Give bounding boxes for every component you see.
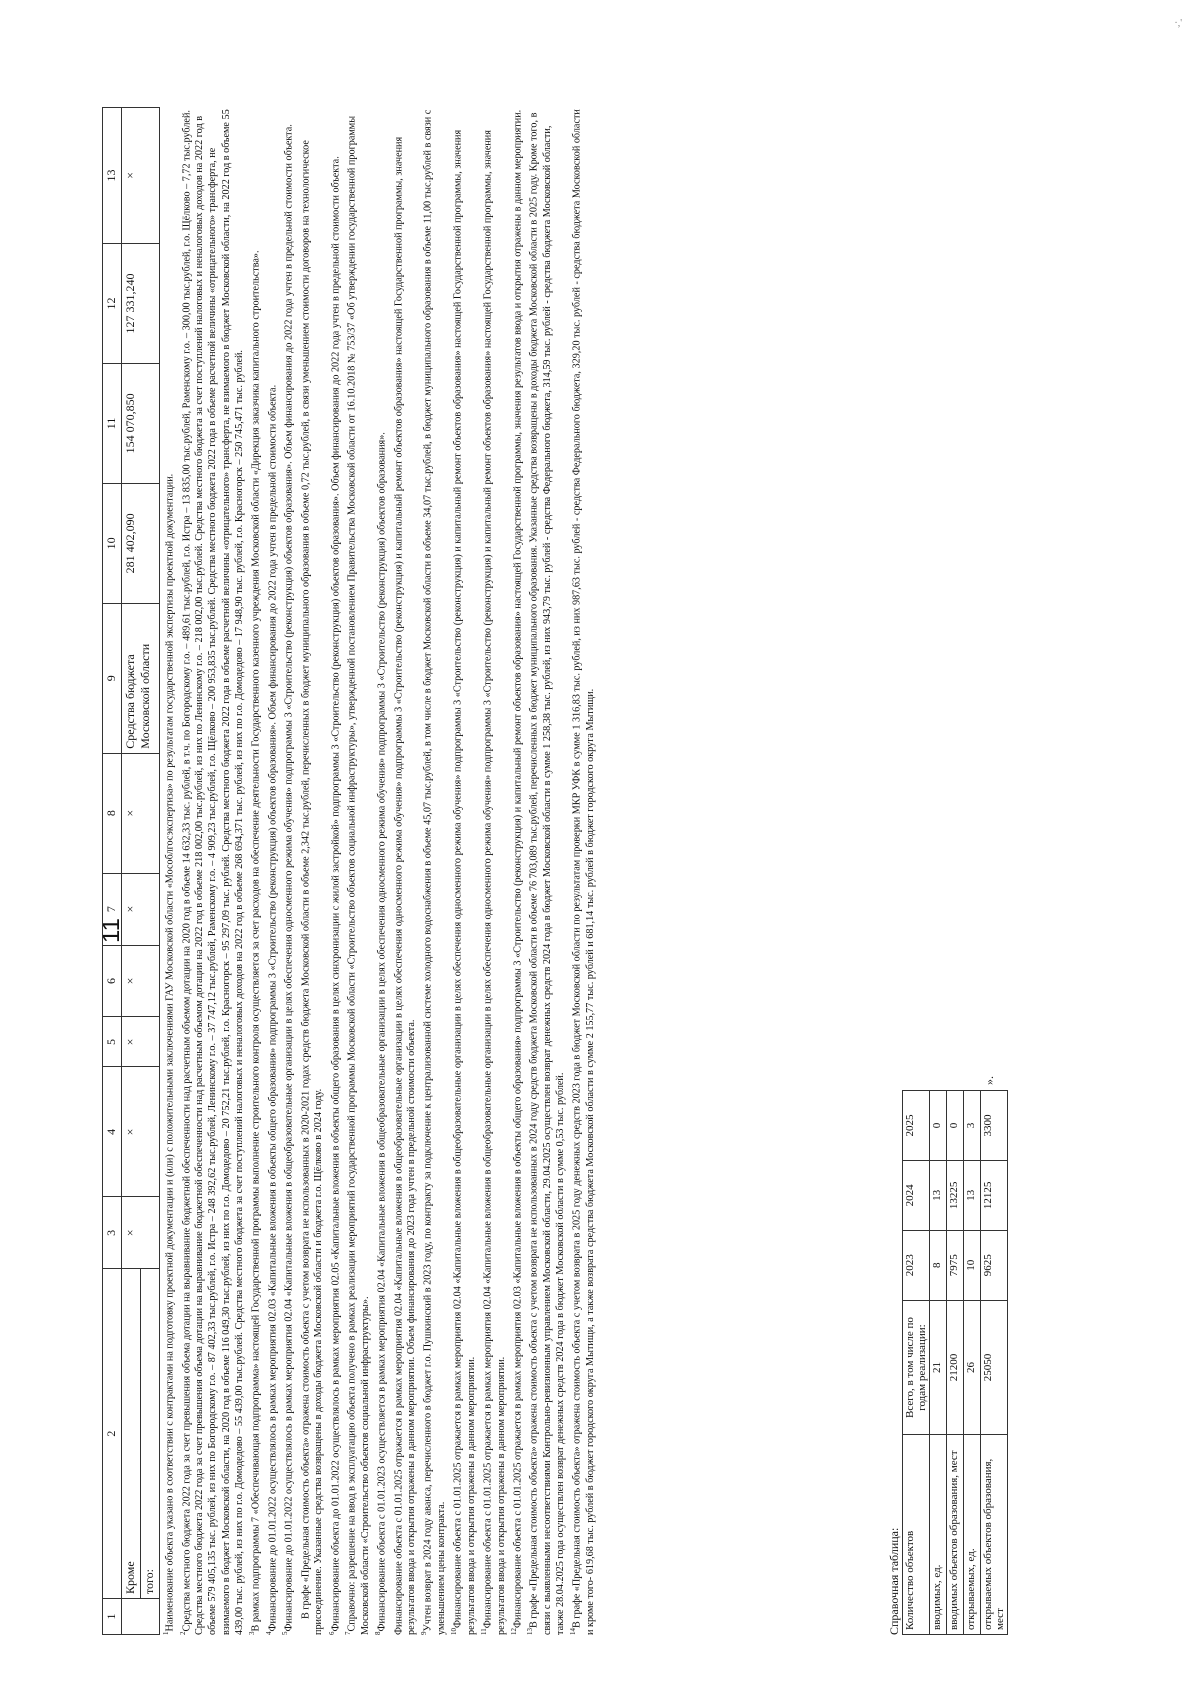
table-cell: × [122,108,160,244]
footnote: $^9$Учтен возврат в 2024 году аванса, перечисленного в бюджет г.о. Пушкинский в 2023 году, по контракту за подключение к централизованной системе холодного водоснабжения в объеме 45,07 тыс.рублей, в том числе в бюджет Московской области в объеме 34,07 тыс.рублей, в бюджет муниципального образования в объеме 11,00 тыс.рублей в связи с уменьшением цены контракта. [420,109,447,1635]
table-cell: 8 [930,1230,947,1300]
header-cell: 13 [103,108,122,244]
header-cell: 2 [103,1269,122,1599]
footnote: $^8$Финансирование объекта с 01.01.2023 осуществляется в рамках мероприятия 02.04 «Капитальные вложения в общеобразовательные организации в целях обеспечения односменного режима обучения» подпрограммы 3 «Строительство (реконструкция) объектов образования». [373,432,388,1635]
header-cell: 5 [103,1017,122,1067]
header-cell: 1 [103,1599,122,1635]
table-cell: × [122,753,160,873]
main-table [102,107,160,1635]
header-cell: 9 [103,603,122,753]
closing-quote-mark: ». [982,1076,996,1085]
footnote: $^{14}$В графе «Предельная стоимость объекта» отражена стоимость объекта с учетом возврата в 2025 году денежных средств 2023 года в бюджет Московской области по результатам проверки МКР УФК в сумме 1 316,83 тыс. рублей, из них 987,63 тыс. рублей - средства Федерального бюджета, 329,20 тыс. рублей - средства бюджета Московской области и кроме того- 619,68 тыс. рублей в бюджет городского округа Мытищи, а также возврата средства бюджета Московской области в сумме 2 155,77 тыс. рублей и 681,14 тыс. рублей в бюджет городского округа Мытищи. [569,109,596,1635]
header-cell: 4 [103,1067,122,1197]
header-cell: 8 [103,753,122,873]
footnote: Финансирование объекта с 01.01.2025 отражается в рамках мероприятия 02.04 «Капитальные вложения в общеобразовательные организации в целях обеспечения односменного режима обучения» подпрограммы 3 «Строительство (реконструкция) и капитальный ремонт объектов образования» настоящей Государственной программы, значения результатов ввода и открытия отражены в данном мероприятии. Объем финансирования до 2023 года учтен в предельной стоимости объекта. [392,136,418,1635]
header-cell: Всего, в том числе по годам реализации: [903,1300,930,1435]
header-cell: 6 [103,945,122,1017]
corner-mark: ·,' [1174,18,1182,29]
table-cell: 9625 [981,1230,1008,1300]
table-cell: 154 070,850 [122,363,160,483]
table-cell: 13 [964,1160,981,1230]
table-cell: 281 402,090 [122,483,160,603]
footnotes [160,105,597,1635]
footnote: $^{10}$Финансирование объекта с 01.01.2025 отражается в рамках мероприятия 02.04 «Капитальные вложения в общеобразовательные организации в целях обеспечения односменного режима обучения» подпрограммы 3 «Строительство (реконструкция) и капитальный ремонт объектов образования» настоящей Государственной программы, значения результатов ввода и открытия отражены в данном мероприятии. [450,129,477,1635]
table-cell: 10 [964,1230,981,1300]
table-cell: × [122,1017,160,1067]
table-row [930,1091,947,1635]
table-cell [122,1599,160,1635]
footnote: $^4$Финансирование до 01.01.2022 осуществлялось в рамках мероприятия 02.03 «Капитальные вложения в объекты общего образования» подпрограммы 3 «Строительство (реконструкция) объектов образования». Объем финансирования до 2022 года учтен в предельной стоимости объекта. [264,384,278,1635]
header-cell: 7 [103,873,122,945]
table-row [122,108,141,1635]
table-cell: × [122,1197,160,1269]
footnote: $^3$В рамках подпрограммы 7 «Обеспечивающая подпрограмма» настоящей Государственной программы выполнение строительного контроля осуществляется за счет расходов на обеспечение деятельности Государственного казенного учреждения Московской области «Дирекция заказчика капитального строительства». [248,250,262,1635]
table-cell: вводимых объектов образования, мест [947,1435,964,1635]
table-cell: вводимых, ед. [930,1435,947,1635]
table-cell: 25050 [981,1300,1008,1435]
footnote: $^1$Наименование объекта указано в соответствии с контрактами на подготовку проектной документации и (или) с положительными заключениями ГАУ Московской области «Мособлгосэкспертиза» по результатам государственной экспертизы проектной документации. [162,473,176,1635]
reference-header-row [903,1091,930,1635]
header-cell: 11 [103,363,122,483]
table-header-row [103,108,122,1635]
header-cell: 2023 [903,1230,930,1300]
table-cell: 13 [930,1160,947,1230]
header-cell: 10 [103,483,122,603]
table-row [981,1091,1008,1635]
reference-table-title: Справочная таблица: [887,1527,901,1635]
rotated-page [98,95,1110,1695]
footnote: $^6$Финансирование объекта до 01.01.2022 осуществлялось в рамках мероприятия 02.05 «Капитальные вложения в объекты общего образования в целях синхронизации с жилой застройкой» подпрограммы 3 «Строительство (реконструкция) объектов образования». Объем финансирования до 2022 года учтен в предельной стоимости объекта. [327,156,341,1635]
table-cell: 7975 [947,1230,964,1300]
footnote: $^5$Финансирование до 01.01.2022 осуществлялось в рамках мероприятия 02.04 «Капитальные вложения в общеобразовательные организации в целях обеспечения односменного режима обучения» подпрограммы 3 «Строительство (реконструкция) объектов образования». Объем финансирования до 2022 года учтен в предельной стоимости объекта. [281,124,295,1635]
table-row [947,1091,964,1635]
table-cell: 0 [930,1091,947,1161]
table-cell: × [122,873,160,945]
table-cell: 3300 [981,1091,1008,1161]
table-row [964,1091,981,1635]
header-cell: 2025 [903,1091,930,1161]
table-cell: 13225 [947,1160,964,1230]
table-cell: Кроме [122,1269,141,1599]
table-cell: × [122,945,160,1017]
footnote: В графе «Предельная стоимость объекта» отражена стоимость объекта с учетом возврата не использованных в 2020-2021 годах средств бюджета Московской области в объеме 2,342 тыс.рублей, перечисленных в бюджет муниципального образования в объеме 0,72 тыс.рублей, в связи уменьшением стоимости договоров на технологическое присоединение. Указанные средства возвращены в доходы бюджета Московской области и бюджета г.о. Щёлково в 2024 году. [300,140,325,1635]
table-cell: 0 [947,1091,964,1161]
table-cell: 26 [964,1300,981,1435]
table-cell: 127 331,240 [122,244,160,364]
table-cell: Средства бюджета Московской области [122,603,160,753]
header-cell: 3 [103,1197,122,1269]
header-cell: Количество объектов [903,1435,930,1635]
table-cell: открываемых объектов образования, мест [981,1435,1008,1635]
reference-table [902,1090,1008,1635]
footnote: $^{12}$Финансирование объекта с 01.01.2025 отражается в рамках мероприятия 02.03 «Капитальные вложения в объекты общего образования» подпрограммы 3 «Строительство (реконструкция) и капитальный ремонт объектов образования» настоящей Государственной программы, значения результатов ввода и открытия отражены в данном мероприятии. [509,109,524,1635]
header-cell: 2024 [903,1160,930,1230]
table-cell: 21 [930,1300,947,1435]
header-cell: 12 [103,244,122,364]
table-cell: 3 [964,1091,981,1161]
footnote: $^2$Средства местного бюджета 2022 года за счет превышения объема дотации на выравнивание бюджетной обеспеченности над расчетным объемом дотации на 2020 год в объеме 14 632,33 тыс. рублей, в т.ч. по Богородскому г.о. – 489,61 тыс.рублей, г.о. Истра – 13 835,00 тыс.рублей, Раменскому г.о. – 300,00 тыс.рублей, г.о. Щёлково – 7,72 тыс.рублей. Средства местного бюджета 2022 года за счет превышения объема дотации на выравнивание бюджетной обеспеченности над расчетным объемом дотации на 2022 год в объеме 218 002,00 тыс.рублей, из них по Ленинскому г.о. – 218 002,00 тыс.рублей. Средства местного бюджета за счет поступлений налоговых и неналоговых доходов на 2022 год в объеме 579 405,135 тыс. рублей, из них по Богородскому г.о. – 87 402,33 тыс.рублей, г.о. Истра – 248 392,62 тыс.рублей, Ленинскому г.о. – 37 747,12 тыс.рублей, Раменскому г.о. – 4 909,23 тыс.рублей, г.о. Щёлково – 200 953,835 тыс.рублей. Средства местного бюджета 2022 года в объеме расчетной величины «отрицательного» трансферта, не взимаемого в бюджет Московской области, на 2020 год в объеме 116 049,30 тыс.рублей, из них по г.о. Домодедово – 20 752,21 тыс.рублей, г.о. Красногорск – 95 297,09 тыс. рублей. Средства местного бюджета 2022 года в объеме расчетной величины «отрицательного» трансферта, не взимаемого в бюджет Московской области, на 2022 год в объеме 55 439,00 тыс. рублей, из них по г.о. Домодедово – 55 439,00 тыс.рублей. Средства местного бюджета за счет поступлений налоговых и неналоговых доходов на 2022 год в объеме 268 694,371 тыс. рублей, из них по г.о. Домодедово – 17 948,90 тыс. рублей, г.о. Красногорск – 250 745,471 тыс. рублей. [178,109,245,1635]
table-cell: того: [141,1269,160,1599]
table-cell: 21200 [947,1300,964,1435]
footnote: $^{13}$В графе «Предельная стоимость объекта» отражена стоимость объекта с учетом возврата не использованных в 2024 году средств бюджета Московской области в объеме 76 703,089 тыс.рублей, перечисленных в бюджет муниципального образования. Указанные средства возвращены в доходы бюджета Московской области в 2025 году. Кроме того, в связи с выявленными несоответствиями Контрольно-ревизионным управлением Московской области, 29.04.2025 осуществлен возврат денежных средств 2024 года в бюджет Московской области в сумме 1 258,38 тыс. рублей, из них 943,79 тыс. рублей - средства Федерального бюджета, 314,59 тыс. рублей - средства бюджета Московской области, также 28.04.2025 года осуществлен возврат денежных средств 2024 года в бюджет Московской области в сумме 0,53 тыс. рублей. [526,112,567,1635]
footnote: $^{11}$Финансирование объекта с 01.01.2025 отражается в рамках мероприятия 02.04 «Капитальные вложения в общеобразовательные организации в целях обеспечения односменного режима обучения» подпрограммы 3 «Строительство (реконструкция) и капитальный ремонт объектов образования» настоящей Государственной программы, значения результатов ввода и открытия отражены в данном мероприятии. [479,130,507,1635]
table-cell: × [122,1067,160,1197]
table-cell: открываемых, ед. [964,1435,981,1635]
table-cell: 12125 [981,1160,1008,1230]
footnote: $^7$Справочно: разрешение на ввод в эксплуатацию объекта получено в рамках реализации мероприятий государственной программы Московской области «Строительство объектов социальной инфраструктуры», утвержденной постановлением Правительства Московской области от 16.10.2018 № 753/37 «Об утверждении государственной программы Московской области «Строительство объектов социальной инфраструктуры». [344,115,371,1635]
page-number: 11 [98,918,125,943]
